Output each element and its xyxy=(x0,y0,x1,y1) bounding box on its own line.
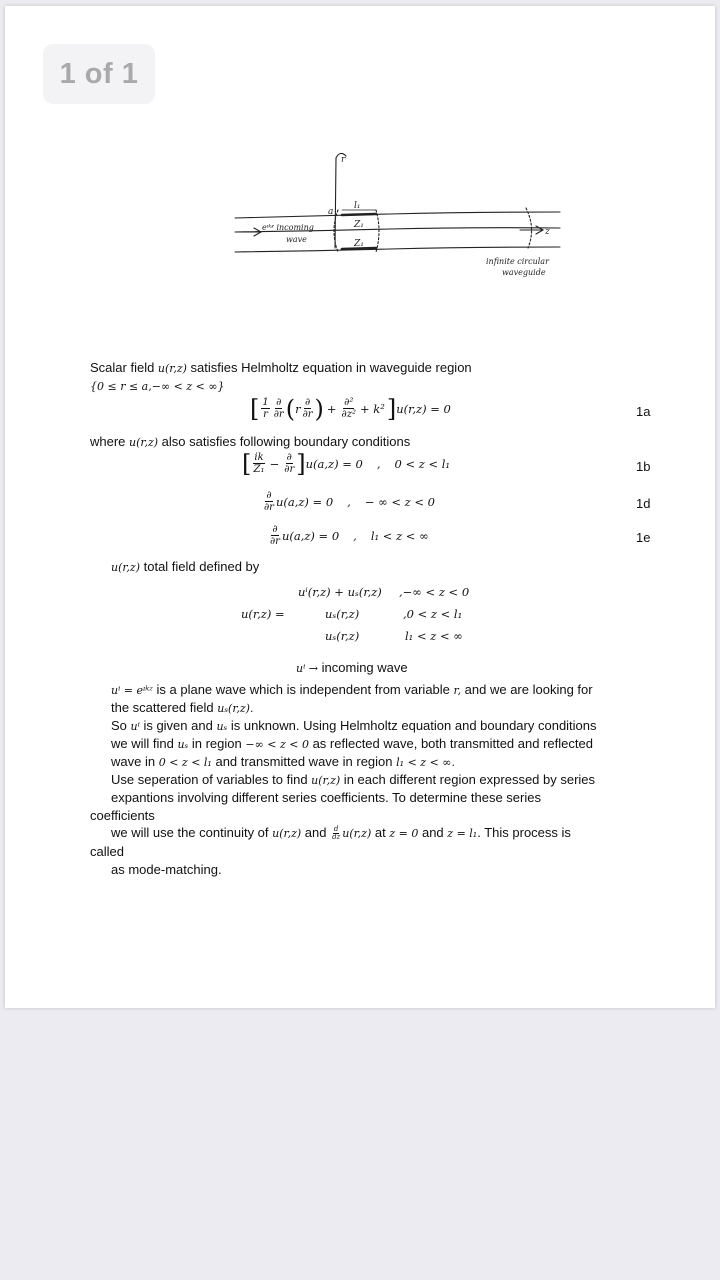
piecewise-row-1-expr: uⁱ(r,z) + uₛ(r,z) xyxy=(298,585,382,599)
incoming-wave-label-2: wave xyxy=(286,235,307,244)
z1-top-label: Z₁ xyxy=(354,220,364,230)
separation-line-1: Use seperation of variables to find u(r,z) in each different region expressed by series xyxy=(111,772,596,787)
region-set: {0 ≤ r ≤ a,−∞ < z < ∞} xyxy=(90,380,225,393)
plane-wave-line-1: uⁱ = eᶦᵏᶻ is a plane wave which is independent from variable r, and we are looking for xyxy=(111,682,593,697)
equation-label-1b: 1b xyxy=(636,459,651,474)
waveguide-label-2: waveguide xyxy=(502,268,546,277)
method-line-1: So uⁱ is given and uₛ is unknown. Using Helmholtz equation and boundary conditions xyxy=(111,718,597,733)
plane-wave-line-2: the scattered field uₛ(r,z). xyxy=(111,700,254,715)
boundary-intro: where u(r,z) also satisfies following boundary conditions xyxy=(90,434,411,449)
separation-line-2: expantions involving different series coefficients. To determine these series xyxy=(111,790,541,805)
equation-1d: $\frac{\partial}{\partial r}$ u(a,z) = 0 , − ∞ < z < 0 xyxy=(264,490,435,513)
piecewise-row-3-range: l₁ < z < ∞ xyxy=(405,629,463,643)
equation-label-1a: 1a xyxy=(636,404,651,419)
equation-1e: $\frac{\partial}{\partial r}$ u(a,z) = 0 , l₁ < z < ∞ xyxy=(270,524,429,547)
continuity-line-1: we will use the continuity of u(r,z) and $\frac{d}{dz}$ u(r,z) at z = 0 and z = l₁. This process is xyxy=(111,825,571,842)
l1-label: l₁ xyxy=(354,201,361,211)
equation-label-1e: 1e xyxy=(636,530,651,545)
equation-1b: [ $\frac{ik}{\text{Z₁}}$ − $\frac{\partial}{\partial r}$ ] u(a,z) = 0 , 0 < z < l₁ xyxy=(242,449,451,478)
equation-label-1d: 1d xyxy=(636,496,651,511)
piecewise-row-2-range: ,0 < z < l₁ xyxy=(403,607,463,621)
method-line-2: we will find uₛ in region −∞ < z < 0 as reflected wave, both transmitted and reflected xyxy=(111,736,593,751)
piecewise-row-3-expr: uₛ(r,z) xyxy=(325,629,360,643)
intro-line: Scalar field u(r,z) satisfies Helmholtz equation in waveguide region xyxy=(90,360,472,375)
separation-line-3: coefficients xyxy=(90,808,155,823)
incoming-wave-definition: uⁱ → incoming wave xyxy=(296,660,408,675)
piecewise-row-2-expr: uₛ(r,z) xyxy=(325,607,360,621)
waveguide-label-1: infinite circular xyxy=(486,257,549,266)
piecewise-row-1-range: ,−∞ < z < 0 xyxy=(399,585,470,599)
waveguide-sketch xyxy=(230,148,570,288)
page-indicator: 1 of 1 xyxy=(43,44,155,104)
z1-bottom-label: Z₁ xyxy=(354,239,364,249)
incoming-wave-label-1: eᶦᵏᶻ incoming xyxy=(262,223,314,232)
equation-1a: [ $\frac{1}{r}$ $\frac{\partial}{\partial r}$ ( r $\frac{\partial}{\partial r}$ ) + $\frac{\text{∂²}}{\text{∂z²}}$ + k² ] u(r,z) = 0 xyxy=(250,394,451,423)
a-label: a xyxy=(328,207,334,217)
r-axis-line xyxy=(335,158,336,248)
document-page xyxy=(5,6,715,1008)
total-field-intro: u(r,z) total field defined by xyxy=(111,559,260,574)
z-axis-label: z xyxy=(545,227,550,237)
method-line-3: wave in 0 < z < l₁ and transmitted wave in region l₁ < z < ∞. xyxy=(111,754,455,769)
continuity-line-2: called xyxy=(90,844,124,859)
continuity-line-3: as mode-matching. xyxy=(111,862,222,877)
piecewise-lhs: u(r,z) = xyxy=(241,607,285,621)
r-axis-label: r xyxy=(341,155,346,165)
